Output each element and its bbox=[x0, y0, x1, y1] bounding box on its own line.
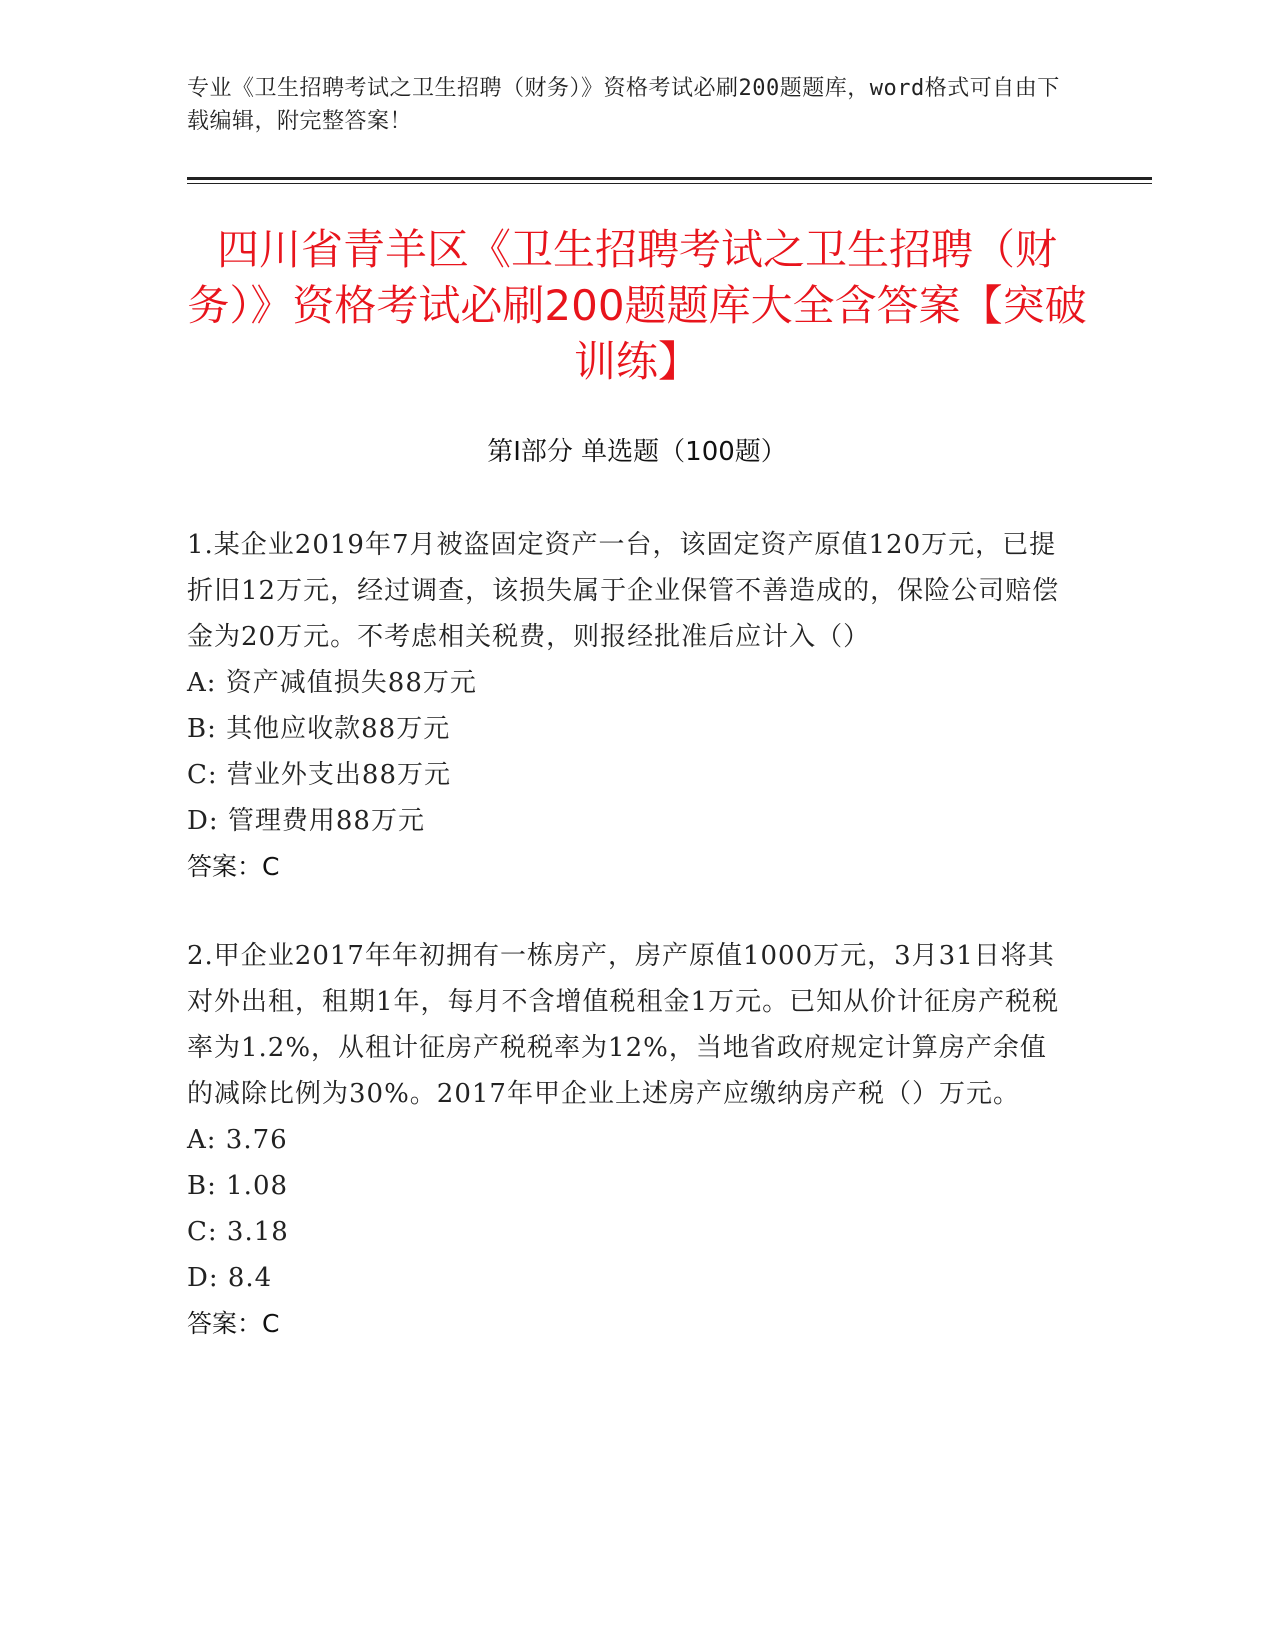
option-a: A: 3.76 bbox=[187, 1125, 288, 1155]
option-b: B: 其他应收款88万元 bbox=[187, 714, 451, 744]
option-c: C: 营业外支出88万元 bbox=[187, 760, 452, 790]
option-a: A: 资产减值损失88万元 bbox=[187, 668, 477, 698]
option-d: D: 管理费用88万元 bbox=[187, 806, 425, 836]
option-b: B: 1.08 bbox=[187, 1171, 289, 1201]
question-stem: 1.某企业2019年7月被盗固定资产一台，该固定资产原值120万元，已提折旧12万元，经过调查，该损失属于企业保管不善造成的，保险公司赔偿金为20万元。不考虑相关税费，则报经批准后应计入（） bbox=[187, 530, 1060, 652]
header-note: 专业《卫生招聘考试之卫生招聘（财务）》资格考试必刷200题题库，word格式可自由下载编辑，附完整答案！ bbox=[187, 76, 1060, 134]
question-answer: 答案：C bbox=[187, 1309, 280, 1338]
document-title: 四川省青羊区《卫生招聘考试之卫生招聘（财务）》资格考试必刷200题题库大全含答案【突破训练】 bbox=[187, 225, 1087, 386]
option-d: D: 8.4 bbox=[187, 1263, 273, 1293]
question-answer: 答案：C bbox=[187, 852, 280, 881]
header-divider-thick bbox=[187, 177, 1152, 180]
question-item bbox=[187, 522, 1067, 890]
section-title: 第Ⅰ部分 单选题（100题） bbox=[487, 437, 787, 467]
option-c: C: 3.18 bbox=[187, 1217, 289, 1247]
header-divider-thin bbox=[187, 183, 1152, 184]
question-stem: 2.甲企业2017年年初拥有一栋房产，房产原值1000万元，3月31日将其对外出租，租期1年，每月不含增值税租金1万元。已知从价计征房产税税率为1.2%，从租计征房产税税率为12%，当地省政府规定计算房产余值的减除比例为30%。2017年甲企业上述房产应缴纳房产税（）万元。 bbox=[187, 941, 1060, 1109]
question-item bbox=[187, 933, 1067, 1347]
